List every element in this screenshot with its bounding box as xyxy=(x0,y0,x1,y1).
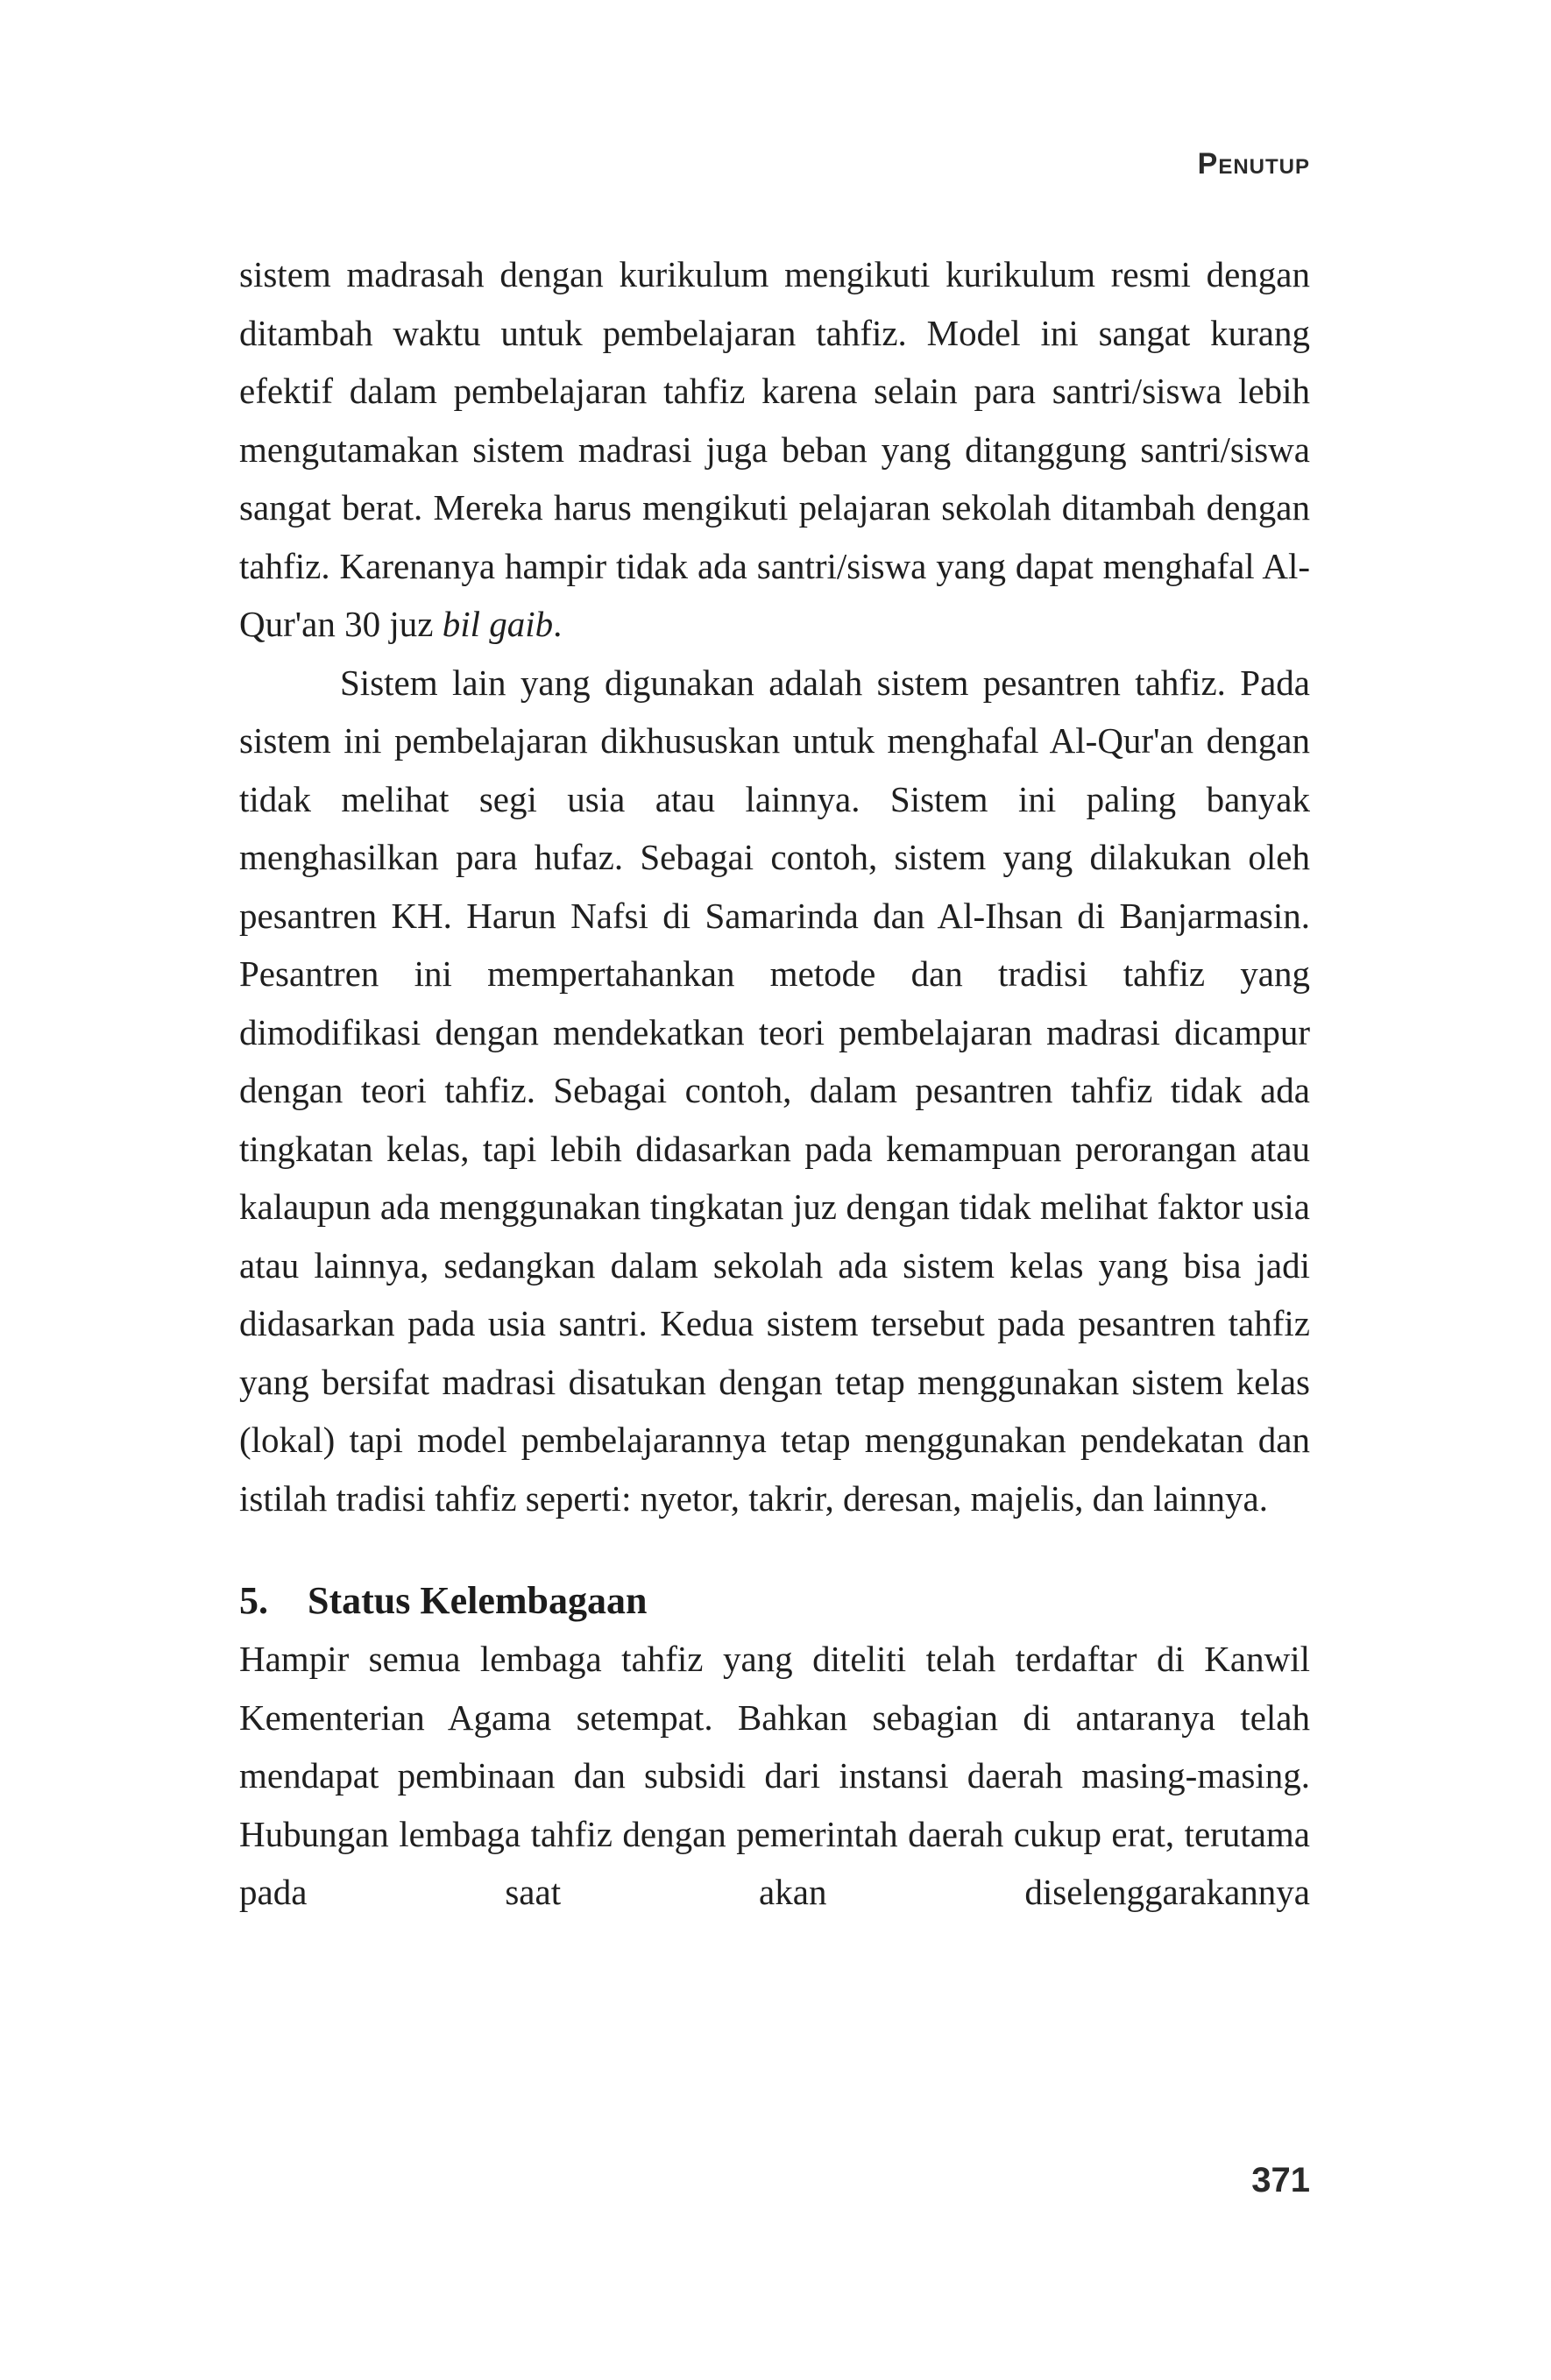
paragraph-1-period: . xyxy=(553,604,563,644)
paragraph-2: Sistem lain yang digunakan adalah sistem pesantren tahfiz. Pada sistem ini pembelajaran dikhususkan untuk menghafal Al-Qur'an dengan tidak melihat segi usia atau lainnya. Sistem ini paling banyak menghasilkan para hufaz. Sebagai contoh, sistem yang dilakukan oleh pesantren KH. Harun Nafsi di Samarinda dan Al-Ihsan di Banjarmasin. Pesantren ini mempertahankan metode dan tradisi tahfiz yang dimodifikasi dengan mendekatkan teori pembelajaran madrasi dicampur dengan teori tahfiz. Sebagai contoh, dalam pesantren tahfiz tidak ada tingkatan kelas, tapi lebih didasarkan pada kemampuan perorangan atau kalaupun ada menggunakan tingkatan juz dengan tidak melihat faktor usia atau lainnya, sedangkan dalam sekolah ada sistem kelas yang bisa jadi didasarkan pada usia santri. Kedua sistem tersebut pada pesantren tahfiz yang bersifat madrasi disatukan dengan tetap menggunakan sistem kelas (lokal) tapi model pembelajarannya tetap menggunakan pendekatan dan istilah tradisi tahfiz seperti: nyetor, takrir, deresan, majelis, dan lainnya. xyxy=(239,662,1310,1519)
section-title: Status Kelembagaan xyxy=(308,1579,648,1622)
section-paragraph: Hampir semua lembaga tahfiz yang diteliti telah terdaftar di Kanwil Kementerian Agama setempat. Bahkan sebagian di antaranya telah mendapat pembinaan dan subsidi dari instansi daerah masing-masing. Hubungan lembaga tahfiz dengan pemerintah daerah cukup erat, terutama pada saat akan diselenggarakannya xyxy=(239,1639,1310,1912)
section-heading xyxy=(239,1572,1310,1630)
section-number: 5. xyxy=(239,1579,268,1622)
page-number: 371 xyxy=(1251,2161,1310,2199)
paragraph-1-italic-term: bil gaib xyxy=(442,604,554,644)
page-body xyxy=(239,245,1310,1922)
running-header: Penutup xyxy=(1197,147,1310,181)
paragraph-1 xyxy=(239,245,1310,654)
paragraph-1-text: sistem madrasah dengan kurikulum mengikuti kurikulum resmi dengan ditambah waktu untuk pembelajaran tahfiz. Model ini sangat kurang efektif dalam pembelajaran tahfiz karena selain para santri/siswa lebih mengutamakan sistem madrasi juga beban yang ditanggung santri/siswa sangat berat. Mereka harus mengikuti pelajaran sekolah ditambah dengan tahfiz. Karenanya hampir tidak ada santri/siswa yang dapat menghafal Al-Qur'an 30 juz xyxy=(239,254,1310,644)
